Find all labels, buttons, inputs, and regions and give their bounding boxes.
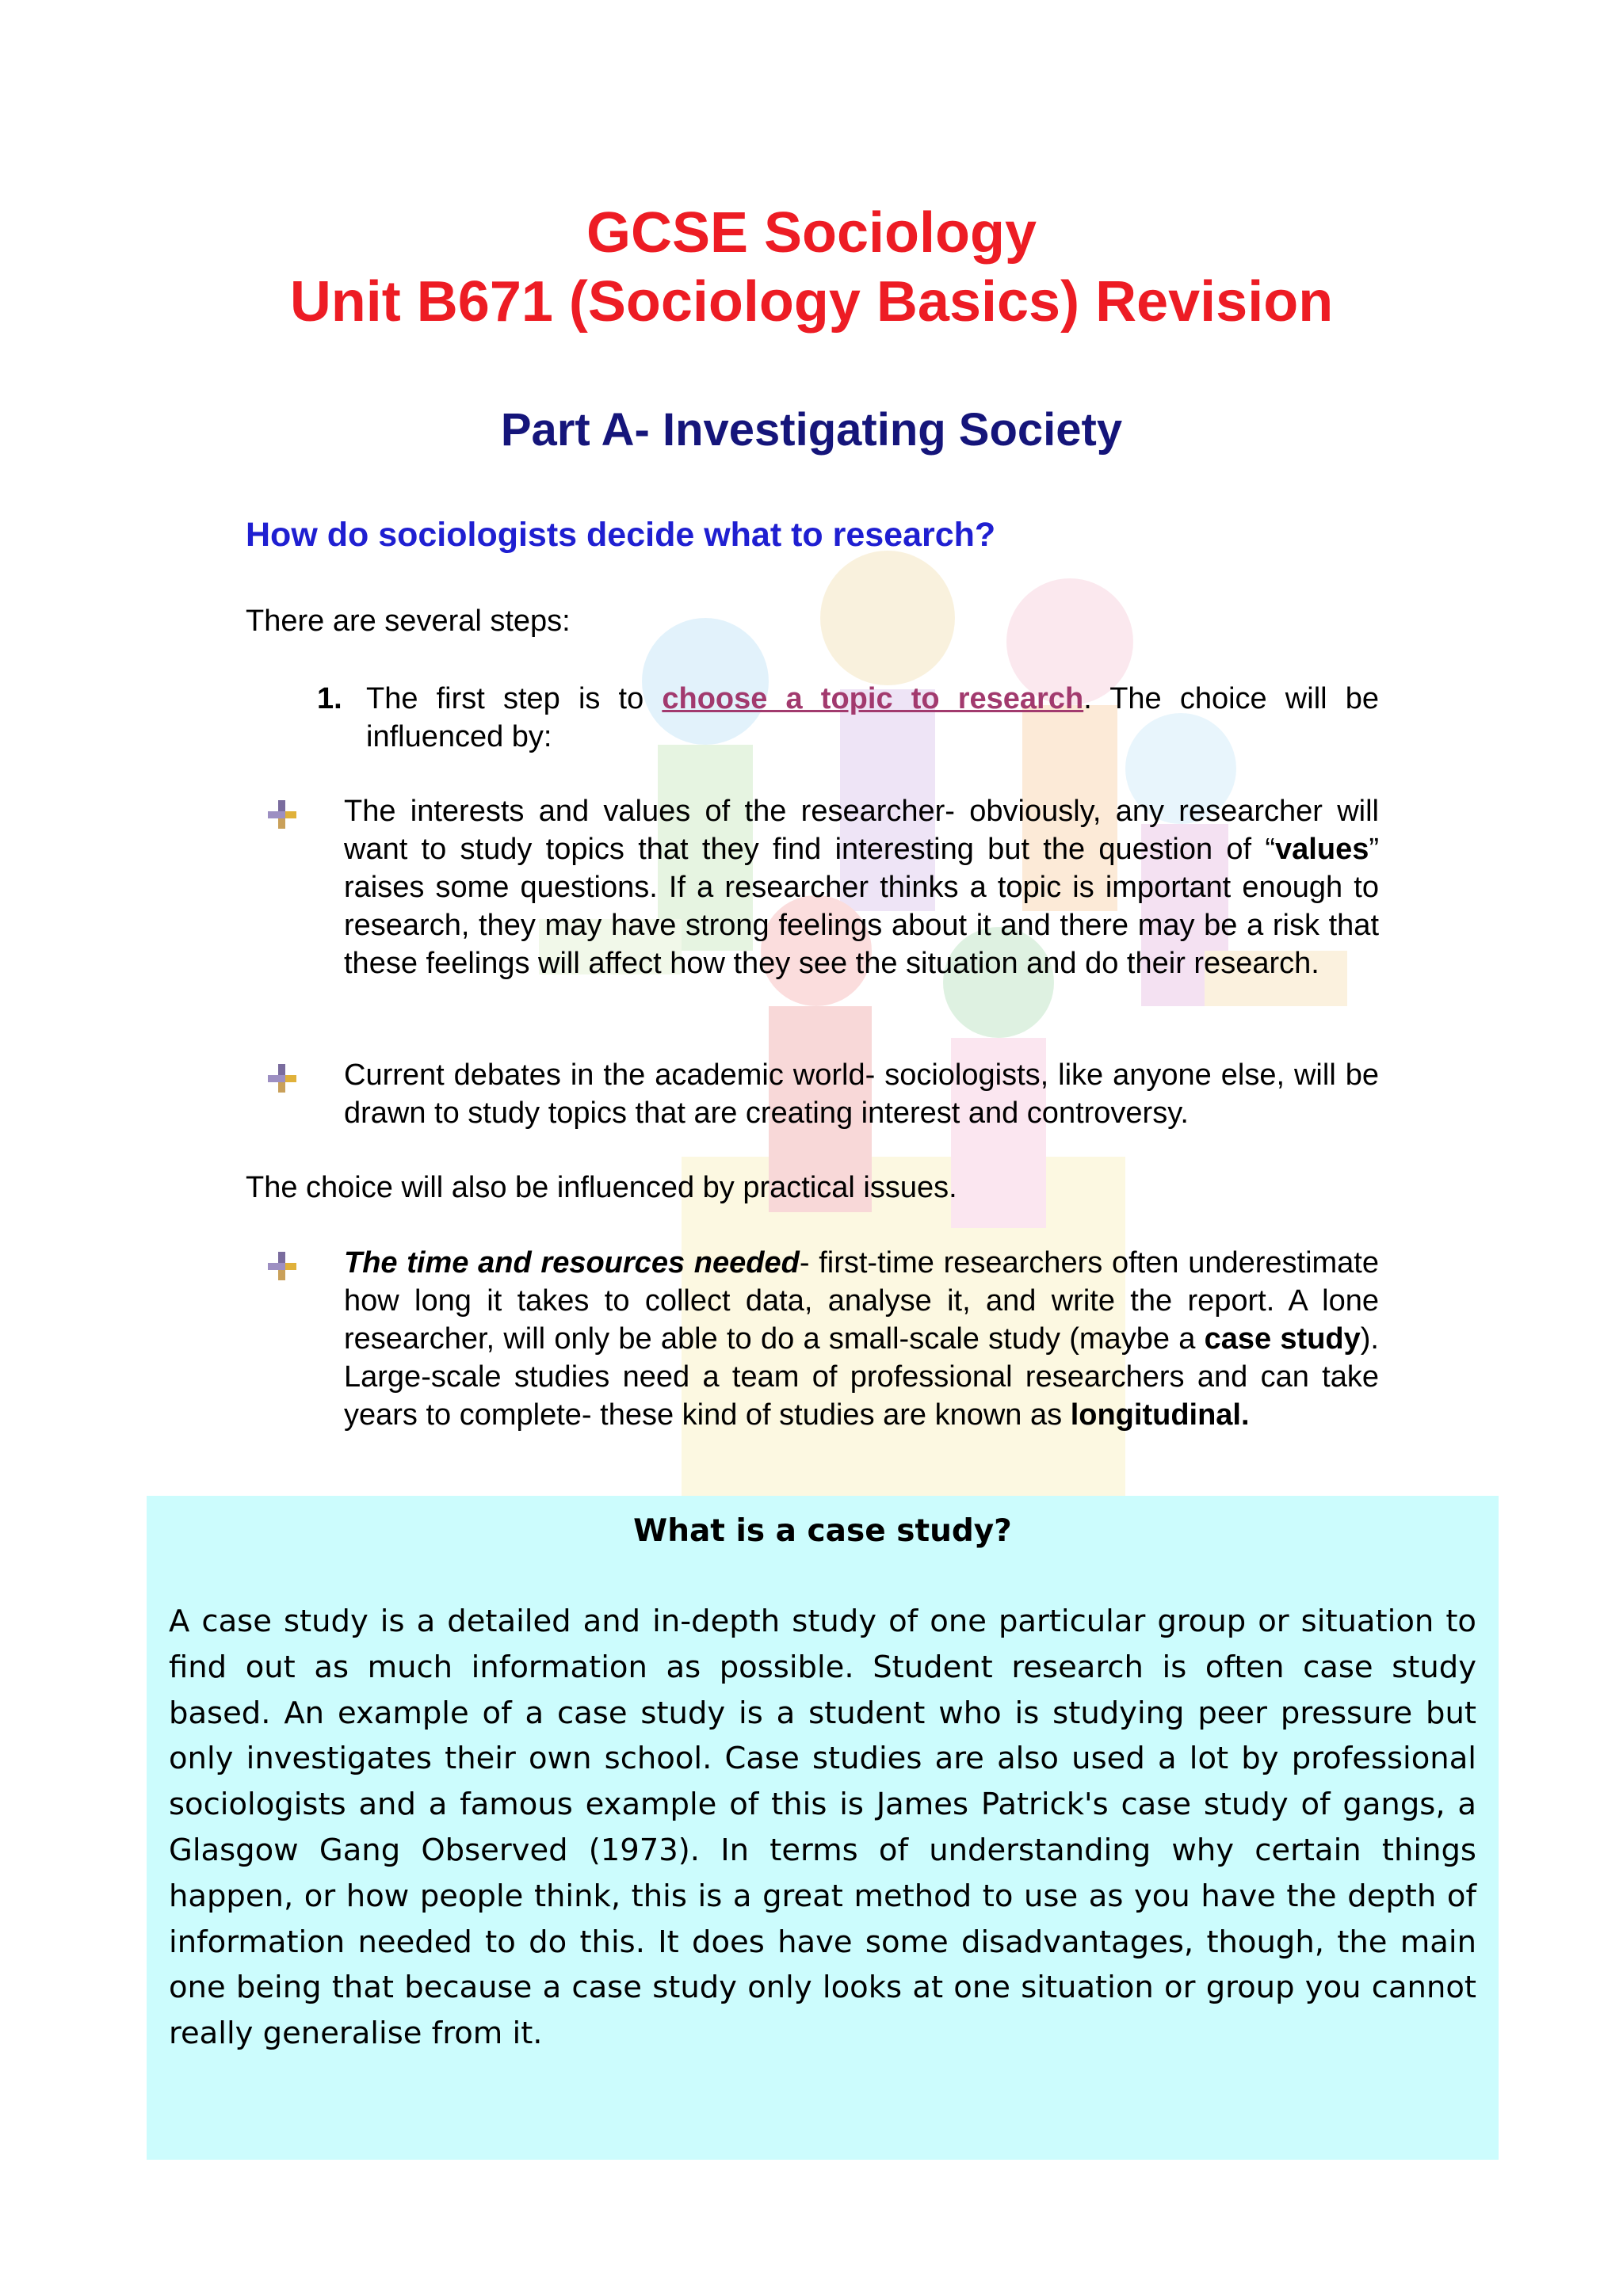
bullet-text: Current debates in the academic world- sociologists, like anyone else, will be drawn to study topics that are creating interest and controversy. [344, 1058, 1379, 1130]
choose-topic-link[interactable]: choose a topic to research [662, 682, 1084, 715]
bullet-text-part: ” raises some questions. If a researcher thinks a topic is important enough to research, they may have strong feelings about it and there may be a risk that these feelings will affect how they see the situation and do their research. [344, 833, 1379, 980]
bullet-text-part: - first-time researchers often underestimate how long it takes to collect data, analyse it, and write the report. A lone researcher, will only be able to do a small-scale study (maybe a [344, 1246, 1379, 1356]
section-heading: How do sociologists decide what to research? [246, 516, 996, 554]
arrow-bullet-icon [266, 1250, 298, 1282]
case-study-box-body: A case study is a detailed and in-depth study of one particular group or situation to find out as much information as possible. Student research is often case study based. An example of a case study is a student who is studying peer pressure but only investigates their own school. Case studies are also used a lot by professional sociologists and a famous example of this is James Patrick's case study of gangs, a Glasgow Gang Observed (1973). In terms of understanding why certain things happen, or how people think, this is a great method to use as you have the depth of information needed to do this. It does have some disadvantages, though, the main one being that because a case study only looks at one situation or group you cannot really generalise from it. [169, 1604, 1476, 2052]
longitudinal-term: longitudinal. [1070, 1398, 1250, 1432]
bullet-item-time-resources [266, 1244, 1379, 1434]
intro-paragraph: There are several steps: [246, 605, 571, 638]
bullet-text-part: The interests and values of the researcher- obviously, any researcher will want to study topics that they find interesting but the question of “ [344, 795, 1379, 866]
step-number: 1. [317, 682, 342, 715]
bullet-text-part: ). Large-scale studies need a team of professional researchers and can take years to complete- these kind of studies are known as [344, 1322, 1379, 1432]
part-heading: Part A- Investigating Society [500, 404, 1123, 456]
document-title-line1: GCSE Sociology [586, 201, 1037, 265]
practical-paragraph: The choice will also be influenced by practical issues. [246, 1171, 957, 1204]
bullet-text [344, 792, 1379, 982]
values-term: values [1275, 833, 1369, 866]
bullet-item-debates [266, 1056, 1379, 1132]
step-text [366, 680, 1379, 756]
step-text-before: The first step is to [366, 682, 663, 715]
bullet-text [344, 1244, 1379, 1434]
case-study-box-title: What is a case study? [633, 1513, 1012, 1549]
numbered-step-1 [317, 680, 1379, 756]
arrow-bullet-icon [266, 1062, 298, 1094]
case-study-term: case study [1204, 1322, 1361, 1356]
document-title-line2: Unit B671 (Sociology Basics) Revision [289, 270, 1334, 334]
arrow-bullet-icon [266, 799, 298, 830]
time-resources-term: The time and resources needed [344, 1246, 800, 1280]
bullet-item-interests [266, 792, 1379, 982]
step-text-after: . The choice will be influenced by: [366, 682, 1379, 753]
